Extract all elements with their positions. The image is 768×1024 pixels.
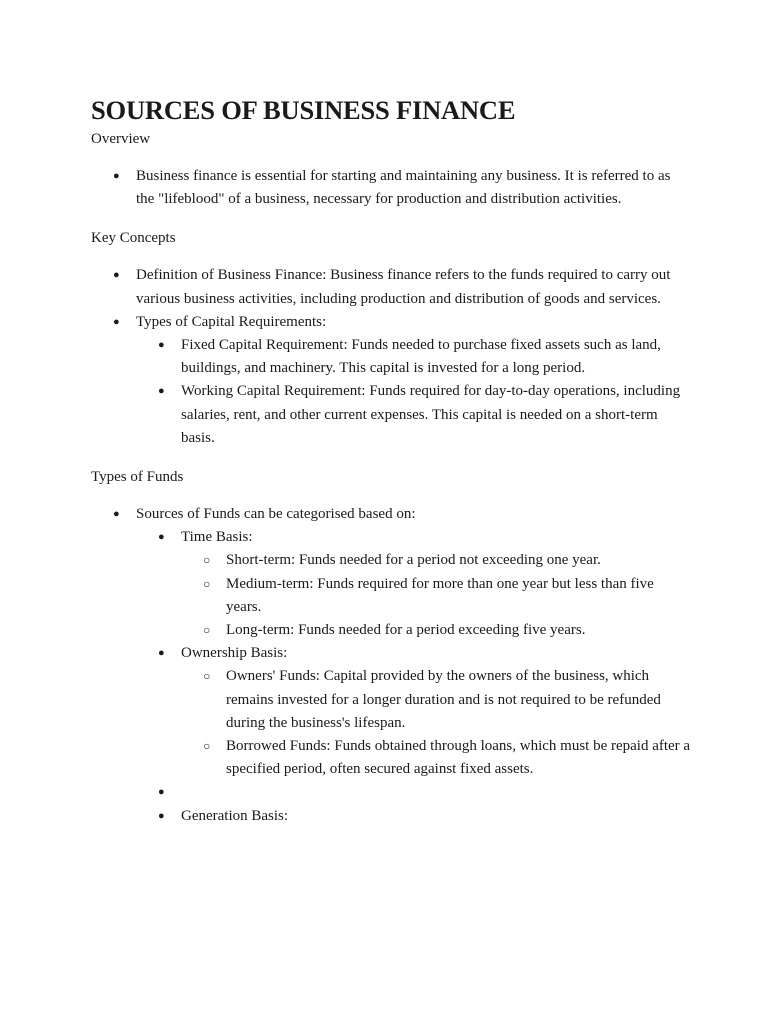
- list-item: [91, 311, 691, 450]
- bullet-icon: ●: [113, 170, 120, 182]
- list-item-text: Business finance is essential for starting and maintaining any business. It is referred to as the "lifeblood" of a business, necessary for production and distribution activities.: [136, 168, 671, 208]
- empty-list-item: [136, 781, 691, 804]
- list-item: [181, 549, 691, 572]
- capital-types-list: [136, 334, 691, 450]
- list-item: [136, 805, 691, 828]
- hollow-bullet-icon: ○: [203, 739, 211, 754]
- bullet-icon: ●: [158, 786, 165, 799]
- list-item-text: Medium-term: Funds required for more than one year but less than five years.: [226, 575, 654, 615]
- list-item: [136, 380, 691, 450]
- list-item: [136, 526, 691, 642]
- hollow-bullet-icon: ○: [203, 553, 211, 568]
- list-item: [136, 334, 691, 380]
- list-item-text: Long-term: Funds needed for a period exceeding five years.: [226, 622, 586, 639]
- list-item: [91, 264, 691, 310]
- list-item: [91, 165, 691, 211]
- bullet-icon: ●: [158, 339, 165, 352]
- fund-bases-list: [136, 526, 691, 828]
- list-item-text: Owners' Funds: Capital provided by the owners of the business, which remains invested for a longer duration and is not required to be refunded during the business's lifespan.: [226, 668, 661, 731]
- bullet-icon: ●: [158, 531, 165, 544]
- list-item: [181, 573, 691, 619]
- list-item-text: Ownership Basis:: [181, 645, 288, 662]
- time-basis-list: [181, 549, 691, 642]
- hollow-bullet-icon: ○: [203, 623, 211, 638]
- bullet-icon: ●: [158, 385, 165, 398]
- hollow-bullet-icon: ○: [203, 669, 211, 684]
- list-item: [181, 665, 691, 735]
- list-item-text: Generation Basis:: [181, 807, 289, 824]
- list-item-text: Types of Capital Requirements:: [136, 313, 327, 330]
- list-item-text: Time Basis:: [181, 529, 253, 546]
- list-item: [181, 735, 691, 781]
- overview-heading: Overview: [91, 131, 151, 147]
- hollow-bullet-icon: ○: [203, 576, 211, 591]
- list-item-text: Borrowed Funds: Funds obtained through loans, which must be repaid after a specified period, often secured against fixed assets.: [226, 738, 691, 778]
- key-concepts-list: [91, 264, 691, 450]
- ownership-basis-list: [181, 665, 691, 781]
- types-of-funds-list: [91, 503, 691, 828]
- key-concepts-heading: Key Concepts: [91, 230, 176, 247]
- bullet-icon: ●: [113, 508, 120, 521]
- list-item: [136, 642, 691, 781]
- list-item-text: Sources of Funds can be categorised based on:: [136, 506, 416, 523]
- document-page: [91, 92, 691, 828]
- bullet-icon: ●: [113, 269, 120, 282]
- overview-list: [91, 165, 691, 211]
- list-item: [181, 619, 691, 642]
- list-item-text: Short-term: Funds needed for a period not exceeding one year.: [226, 552, 601, 569]
- list-item: [91, 503, 691, 828]
- page-title: SOURCES OF BUSINESS FINANCE: [91, 95, 516, 125]
- types-of-funds-heading: Types of Funds: [91, 469, 184, 486]
- list-item-text: Definition of Business Finance: Business finance refers to the funds required to carry out various business activities, including production and distribution of goods and services.: [136, 267, 671, 307]
- list-item-text: Working Capital Requirement: Funds required for day-to-day operations, including salaries, rent, and other current expenses. This capital is needed on a short-term basis.: [181, 383, 681, 446]
- bullet-icon: ●: [158, 809, 165, 822]
- bullet-icon: ●: [113, 315, 120, 328]
- list-item-text: Fixed Capital Requirement: Funds needed to purchase fixed assets such as land, buildings, and machinery. This capital is invested for a long period.: [181, 337, 661, 377]
- bullet-icon: ●: [158, 647, 165, 660]
